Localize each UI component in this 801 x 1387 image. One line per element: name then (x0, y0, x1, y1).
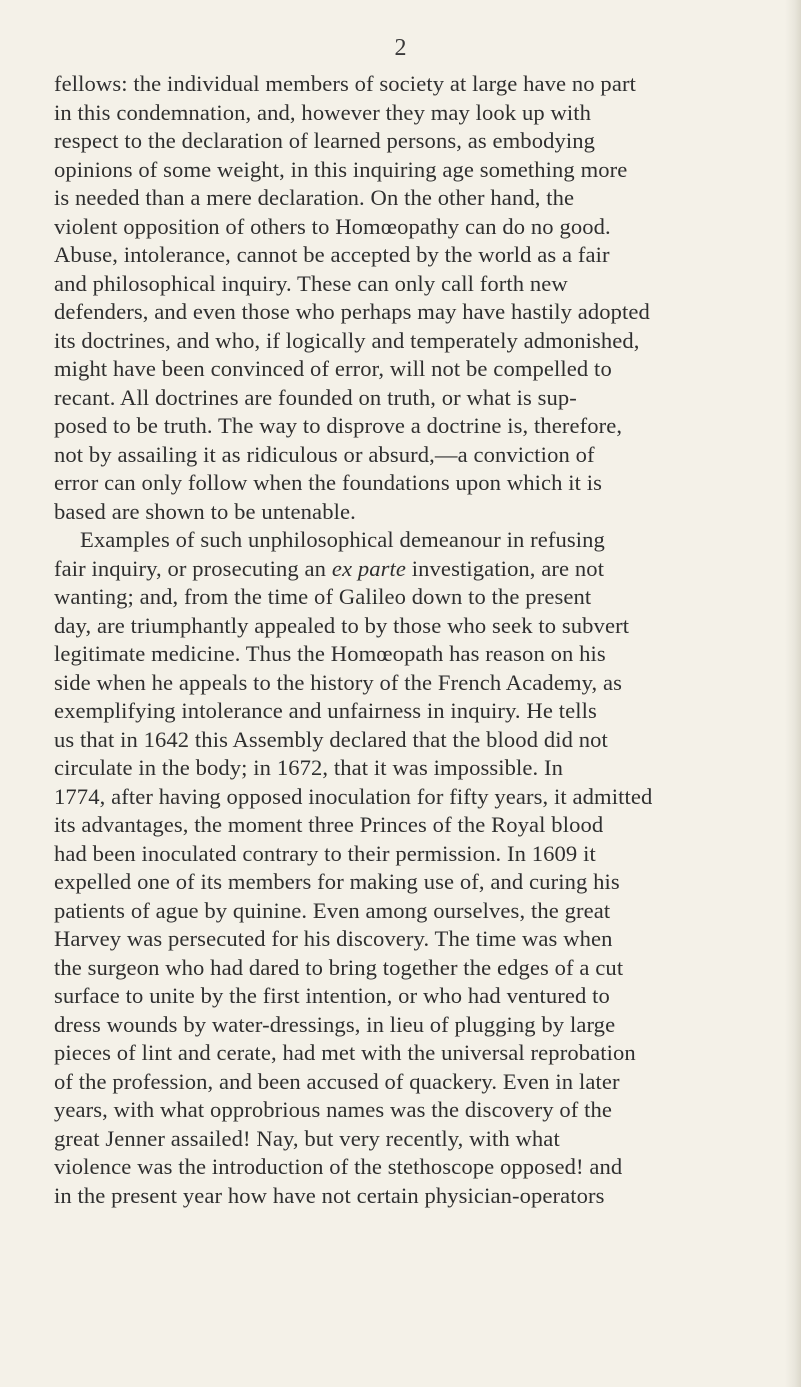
text-line: in this condemnation, and, however they may look up with (54, 99, 592, 125)
text-line: might have been convinced of error, will not be compelled to (54, 356, 612, 381)
text-line: not by assailing it as ridiculous or absurd,—a conviction of (54, 441, 595, 467)
text-line: its doctrines, and who, if logically and temperately admonished, (54, 327, 640, 353)
page-body-text (54, 70, 788, 1210)
italic-phrase: ex parte (331, 555, 407, 581)
text-line: surface to unite by the first intention, or who had ventured to (54, 983, 610, 1008)
text-line: respect to the declaration of learned persons, as embodying (54, 128, 596, 153)
text-line: violent opposition of others to Homœopathy can do no good. (54, 213, 611, 239)
text-line: day, are triumphantly appealed to by those who seek to subvert (54, 612, 630, 638)
text-line: of the profession, and been accused of quackery. Even in later (54, 1068, 620, 1094)
text-line: exemplifying intolerance and unfairness in inquiry. He tells (54, 698, 597, 723)
text-line: us that in 1642 this Assembly declared that the blood did not (54, 726, 608, 752)
text-line: in the present year how have not certain physician-operators (54, 1182, 605, 1208)
text-segment: fair inquiry, or prosecuting an (54, 555, 332, 581)
text-line: circulate in the body; in 1672, that it was impossible. In (54, 755, 564, 780)
text-line: its advantages, the moment three Princes of the Royal blood (54, 812, 604, 837)
text-line-with-italic (54, 555, 788, 584)
text-line: and philosophical inquiry. These can only call forth new (54, 270, 568, 296)
text-line: years, with what opprobrious names was the discovery of the (54, 1097, 613, 1122)
text-line: expelled one of its members for making use of, and curing his (54, 869, 620, 894)
text-line: based are shown to be untenable. (54, 498, 356, 524)
text-line: dress wounds by water-dressings, in lieu of plugging by large (54, 1011, 616, 1037)
text-line: had been inoculated contrary to their permission. In 1609 it (54, 840, 596, 866)
text-line: posed to be truth. The way to disprove a doctrine is, therefore, (54, 413, 623, 438)
text-line: recant. All doctrines are founded on truth, or what is sup- (54, 384, 577, 410)
text-line: pieces of lint and cerate, had met with the universal reprobation (54, 1040, 636, 1065)
text-line: fellows: the individual members of society at large have no part (54, 71, 636, 96)
page-number: 2 (394, 35, 407, 61)
text-line: side when he appeals to the history of the French Academy, as (54, 669, 623, 695)
paragraph-start-line: Examples of such unphilosophical demeanour in refusing (80, 527, 605, 552)
text-line: defenders, and even those who perhaps may have hastily adopted (54, 299, 650, 324)
text-line: Harvey was persecuted for his discovery. The time was when (54, 926, 613, 951)
text-line: legitimate medicine. Thus the Homœopath has reason on his (54, 641, 606, 666)
text-line: wanting; and, from the time of Galileo down to the present (54, 584, 592, 609)
text-line: opinions of some weight, in this inquiring age something more (54, 156, 628, 182)
text-segment: investigation, are not (406, 555, 605, 581)
text-line: the surgeon who had dared to bring together the edges of a cut (54, 954, 624, 980)
text-line: patients of ague by quinine. Even among ourselves, the great (54, 897, 611, 923)
text-line: error can only follow when the foundations upon which it is (54, 470, 603, 495)
text-line: Abuse, intolerance, cannot be accepted by the world as a fair (54, 242, 610, 267)
text-line: 1774, after having opposed inoculation for fifty years, it admitted (54, 783, 653, 809)
text-line: great Jenner assailed! Nay, but very recently, with what (54, 1125, 560, 1151)
text-line: violence was the introduction of the stethoscope opposed! and (54, 1154, 623, 1179)
text-line: is needed than a mere declaration. On the other hand, the (54, 185, 575, 210)
